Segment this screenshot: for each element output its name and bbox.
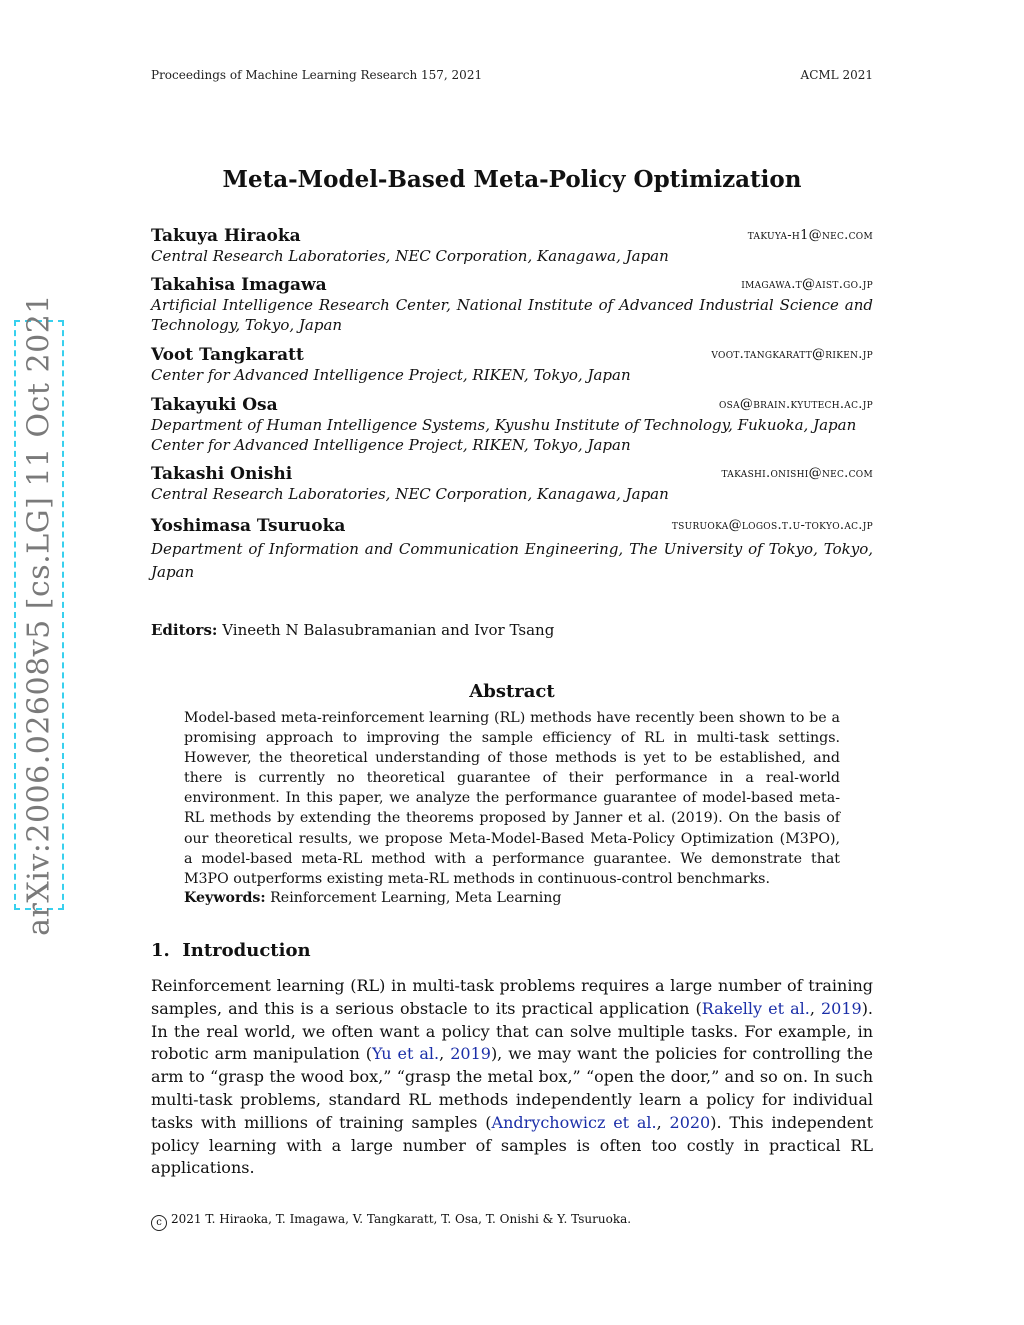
author-name: Takahisa Imagawa	[151, 275, 327, 295]
author-block	[151, 226, 873, 266]
section-title: Introduction	[182, 940, 311, 961]
abstract-heading: Abstract	[469, 681, 555, 702]
author-email[interactable]: takuya-h1@nec.com	[747, 228, 873, 243]
author-affiliation: Artificial Intelligence Research Center, National Institute of Advanced Industrial Science and Technology, Tokyo, Japan	[151, 296, 873, 334]
copyright-text: 2021 T. Hiraoka, T. Imagawa, V. Tangkaratt, T. Osa, T. Onishi & Y. Tsuruoka.	[171, 1212, 632, 1226]
author-affiliation: Center for Advanced Intelligence Project, RIKEN, Tokyo, Japan	[151, 366, 631, 384]
arxiv-stamp[interactable]: arXiv:2006.02608v5 [cs.LG] 11 Oct 2021	[21, 294, 57, 936]
author-affiliation: Department of Human Intelligence Systems, Kyushu Institute of Technology, Fukuoka, Japan	[151, 416, 857, 434]
paper-title: Meta-Model-Based Meta-Policy Optimization	[222, 166, 802, 193]
running-header-left: Proceedings of Machine Learning Research 157, 2021	[151, 68, 483, 82]
author-name: Takashi Onishi	[151, 464, 293, 484]
intro-paragraph	[151, 975, 873, 1180]
author-email[interactable]: osa@brain.kyutech.ac.jp	[718, 397, 873, 412]
editors-label: Editors:	[151, 621, 218, 639]
author-affiliation: Department of Information and Communication Engineering, The University of Tokyo, Tokyo, Japan	[151, 540, 873, 581]
author-email[interactable]: takashi.onishi@nec.com	[721, 466, 873, 481]
author-affiliation: Central Research Laboratories, NEC Corporation, Kanagawa, Japan	[151, 485, 669, 503]
author-block	[151, 516, 873, 584]
citation-link[interactable]: Rakelly et al.	[701, 998, 810, 1018]
section-number: 1.	[151, 940, 170, 961]
abstract-text: Model-based meta-reinforcement learning (RL) methods have recently been shown to be a promising approach to improving the sample efficiency of RL in multi-task settings. However, the theoretical understanding of those methods is yet to be established, and there is currently no theoretical guarantee of their performance in a real-world environment. In this paper, we analyze the performance guarantee of model-based meta-RL methods by extending the theorems proposed by Janner et al. (2019). On the basis of our theoretical results, we propose Meta-Model-Based Meta-Policy Optimization (M3PO), a model-based meta-RL method with a performance guarantee. We demonstrate that M3PO outperforms existing meta-RL methods in continuous-control benchmarks.	[184, 710, 840, 887]
author-email[interactable]: imagawa.t@aist.go.jp	[741, 277, 873, 292]
author-name: Voot Tangkaratt	[151, 345, 304, 365]
citation-sep: ,	[656, 1112, 670, 1132]
editors-names: Vineeth N Balasubramanian and Ivor Tsang	[222, 621, 555, 639]
copyright-footer	[151, 1212, 631, 1231]
author-email[interactable]: voot.tangkaratt@riken.jp	[711, 347, 873, 362]
intro-text: ). This independent policy learning with a large number of samples is often too costly in practical RL applications.	[151, 1112, 874, 1178]
author-block	[151, 275, 873, 335]
author-block	[151, 464, 873, 504]
citation-year-link[interactable]: 2019	[450, 1044, 491, 1064]
citation-year-link[interactable]: 2020	[669, 1112, 711, 1132]
keywords-line	[184, 890, 562, 906]
author-affiliation: Central Research Laboratories, NEC Corporation, Kanagawa, Japan	[151, 247, 669, 265]
citation-sep: ,	[809, 998, 821, 1018]
intro-text: ). In the real world, we often want a policy that can solve multiple tasks. For example, in robotic arm manipulation (	[151, 998, 874, 1064]
citation-link[interactable]: Yu et al.	[372, 1044, 440, 1064]
intro-text: Reinforcement learning (RL) in multi-task problems requires a large number of training samples, and this is a serious obstacle to its practical application (	[151, 976, 873, 1018]
running-header-right: ACML 2021	[800, 68, 873, 82]
section-heading	[151, 940, 311, 961]
author-name: Takayuki Osa	[151, 395, 278, 415]
keywords-label: Keywords:	[184, 890, 266, 906]
editors-line	[151, 621, 554, 639]
author-name: Takuya Hiraoka	[151, 226, 301, 246]
citation-link[interactable]: Andrychowicz et al.	[491, 1112, 657, 1132]
author-block	[151, 345, 873, 385]
author-email[interactable]: tsuruoka@logos.t.u-tokyo.ac.jp	[671, 518, 873, 533]
author-name: Yoshimasa Tsuruoka	[151, 516, 346, 536]
author-affiliation: Center for Advanced Intelligence Project, RIKEN, Tokyo, Japan	[151, 436, 631, 454]
intro-text: ), we may want the policies for controlling the arm to “grasp the wood box,” “grasp the metal box,” “open the door,” and so on. In such multi-task problems, standard RL methods independently learn a policy for individual tasks with millions of training samples (	[151, 1044, 874, 1132]
citation-sep: ,	[439, 1044, 451, 1064]
citation-year-link[interactable]: 2019	[820, 998, 862, 1018]
copyright-icon: c	[151, 1215, 167, 1231]
keywords-value: Reinforcement Learning, Meta Learning	[270, 890, 562, 906]
author-block	[151, 395, 873, 455]
